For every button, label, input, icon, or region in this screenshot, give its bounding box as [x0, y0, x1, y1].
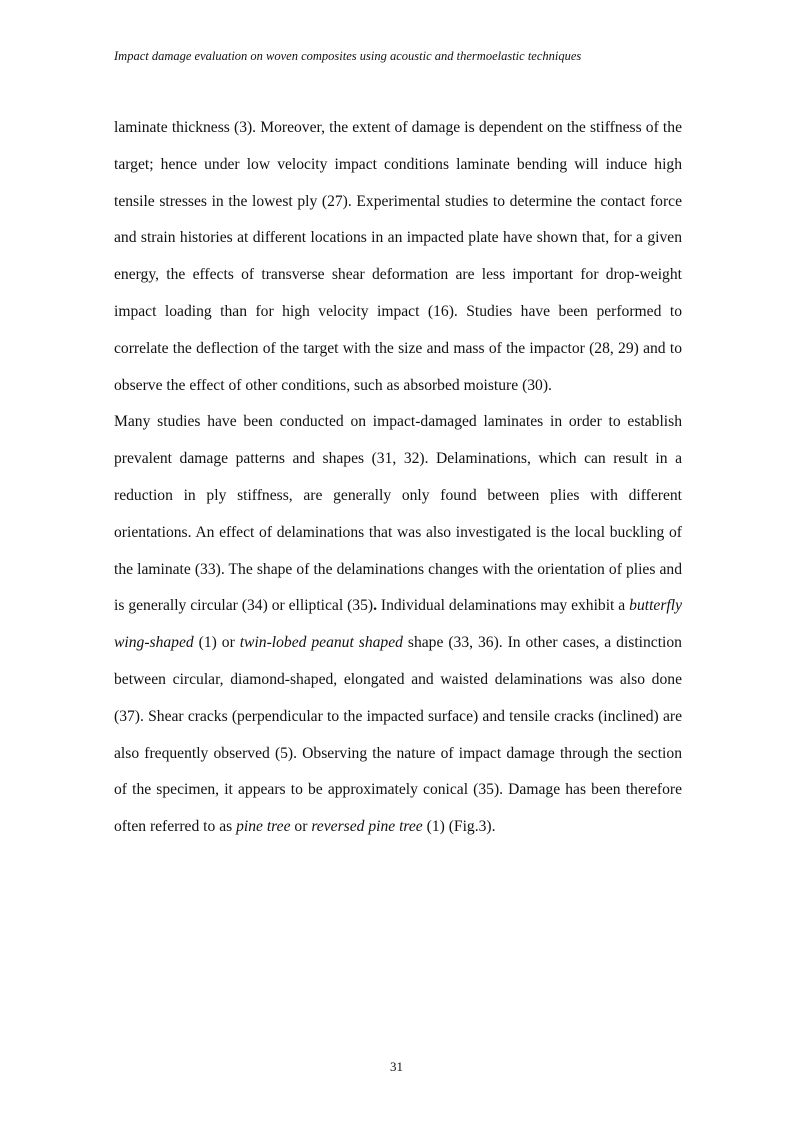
paragraph [114, 404, 682, 846]
italic-term: twin-lobed peanut shaped [239, 634, 403, 652]
paragraph-text: (1) (Fig.3). [422, 818, 496, 836]
running-header: Impact damage evaluation on woven composites using acoustic and thermoelastic techniques [114, 49, 582, 63]
bold-period: . [373, 597, 377, 615]
body-text [114, 110, 682, 846]
paragraph-text: or [290, 818, 312, 836]
paragraph-text: Many studies have been conducted on impact-damaged laminates in order to establish prevalent damage patterns and shapes (31, 32). Delaminations, which can result in a reduction in ply stiffness, are generally only found between plies with different orientations. An effect of delaminations that was also investigated is the local buckling of the laminate (33). The shape of the delaminations changes with the orientation of plies and is generally circular (34) or elliptical (35) [114, 413, 682, 615]
italic-term: butterfly wing-shaped [114, 597, 682, 652]
page-number: 31 [390, 1059, 403, 1074]
paragraph-text: laminate thickness (3). Moreover, the extent of damage is dependent on the stiffness of the target; hence under low velocity impact conditions laminate bending will induce high tensile stresses in the lowest ply (27). Experimental studies to determine the contact force and strain histories at different locations in an impacted plate have shown that, for a given energy, the effects of transverse shear deformation are less important for drop-weight impact loading than for high velocity impact (16). Studies have been performed to correlate the deflection of the target with the size and mass of the impactor (28, 29) and to observe the effect of other conditions, such as absorbed moisture (30). [114, 119, 682, 394]
italic-term: reversed pine tree [311, 818, 423, 836]
paragraph [114, 110, 682, 404]
italic-term: pine tree [236, 818, 291, 836]
paragraph-text: Individual delaminations may exhibit a [376, 597, 630, 615]
paragraph-text: shape (33, 36). In other cases, a distinction between circular, diamond-shaped, elongated and waisted delaminations was also done (37). Shear cracks (perpendicular to the impacted surface) and tensile cracks (inclined) are also frequently observed (5). Observing the nature of impact damage through the section of the specimen, it appears to be approximately conical (35). Damage has been therefore often referred to as [114, 634, 682, 836]
paragraph-text: (1) or [193, 634, 240, 652]
